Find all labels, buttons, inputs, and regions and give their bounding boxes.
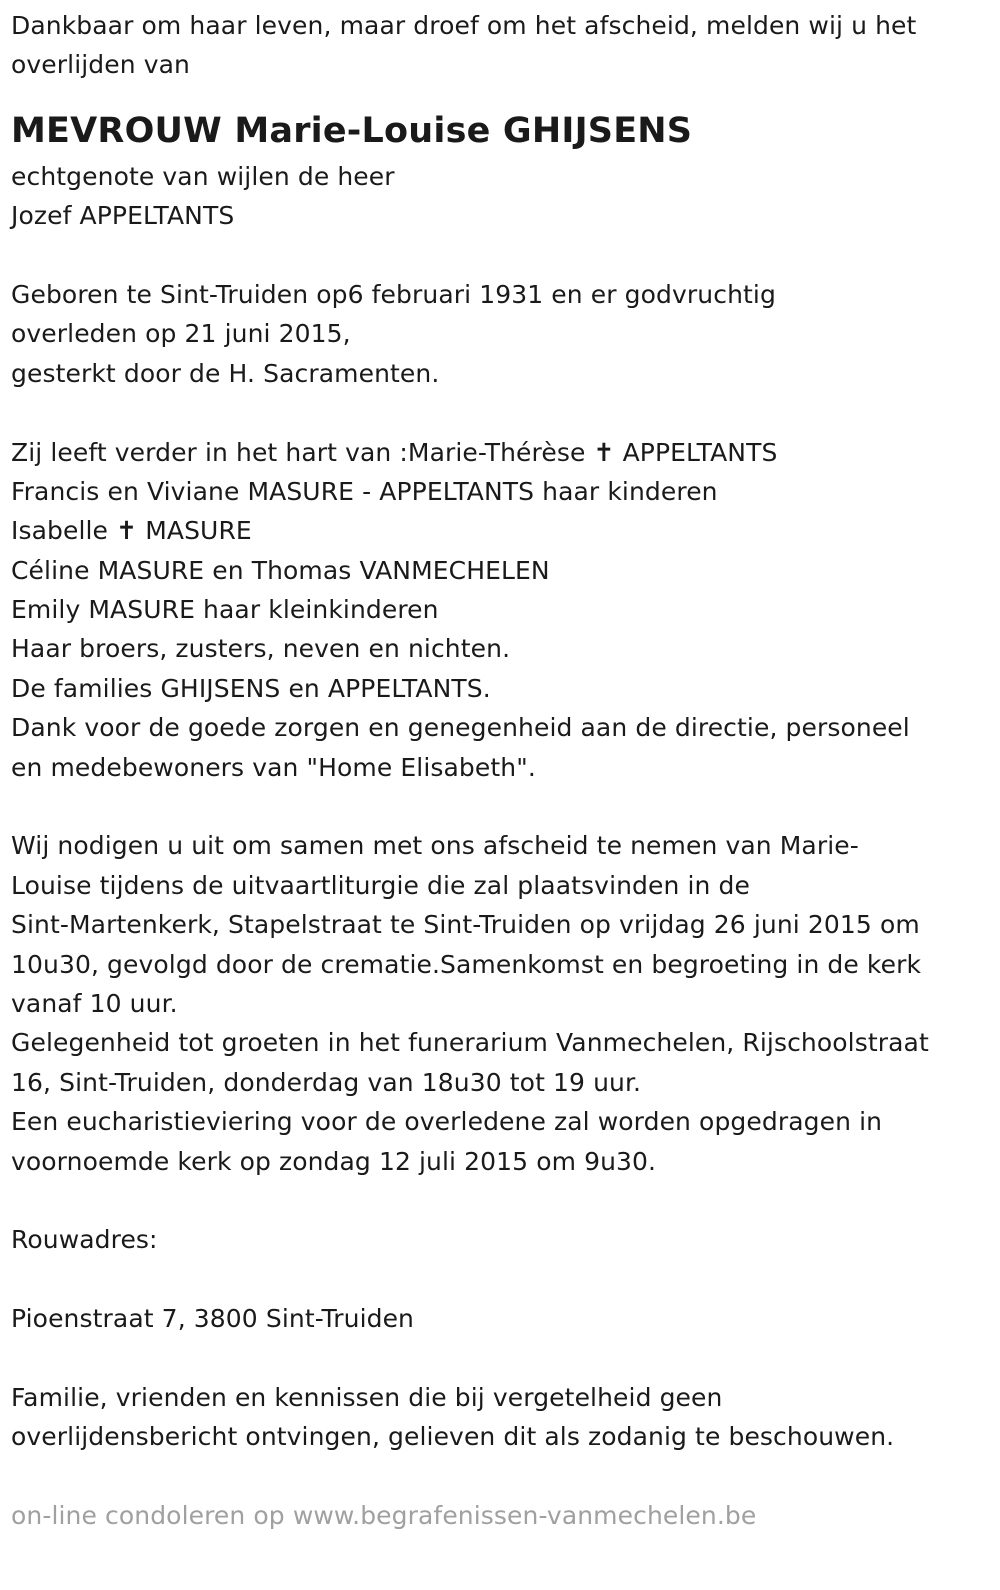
cross-icon: ✝ xyxy=(116,516,138,546)
family-line-7: De families GHIJSENS en APPELTANTS. xyxy=(11,673,491,703)
birth-line-1: Geboren te Sint-Truiden op6 februari 1931 en er godvruchtig xyxy=(11,279,776,309)
spacer xyxy=(11,1260,986,1299)
family-line-9: en medebewoners van "Home Elisabeth". xyxy=(11,752,536,782)
ceremony-line-2: Louise tijdens de uitvaartliturgie die zal plaatsvinden in de xyxy=(11,870,750,900)
ceremony-line-4: 10u30, gevolgd door de crematie.Samenkomst en begroeting in de kerk xyxy=(11,949,922,979)
family-line-3-surname: MASURE xyxy=(137,516,252,546)
birth-line-3: gesterkt door de H. Sacramenten. xyxy=(11,358,440,388)
family-line-2: Francis en Viviane MASURE - APPELTANTS haar kinderen xyxy=(11,476,718,506)
ceremony-line-1: Wij nodigen u uit om samen met ons afscheid te nemen van Marie- xyxy=(11,831,859,861)
spacer xyxy=(11,393,986,432)
family-line-8: Dank voor de goede zorgen en genegenheid aan de directie, personeel xyxy=(11,713,910,743)
address-label: Rouwadres: xyxy=(11,1225,158,1255)
ceremony-line-3: Sint-Martenkerk, Stapelstraat te Sint-Truiden op vrijdag 26 juni 2015 om xyxy=(11,910,920,940)
spacer xyxy=(11,787,986,826)
spacer xyxy=(11,1181,986,1220)
family-line-6: Haar broers, zusters, neven en nichten. xyxy=(11,634,511,664)
spacer xyxy=(11,1339,986,1378)
spacer xyxy=(11,236,986,275)
family-line-5: Emily MASURE haar kleinkinderen xyxy=(11,595,439,625)
family-line-4: Céline MASURE en Thomas VANMECHELEN xyxy=(11,555,550,585)
ceremony-line-5: vanaf 10 uur. xyxy=(11,988,178,1018)
birth-line-2: overleden op 21 juni 2015, xyxy=(11,319,351,349)
notice-line-2: overlijdensbericht ontvingen, gelieven dit als zodanig te beschouwen. xyxy=(11,1422,895,1452)
ceremony-line-7: 16, Sint-Truiden, donderdag van 18u30 tot 19 uur. xyxy=(11,1067,642,1097)
family-line-3-text: Isabelle xyxy=(11,516,117,546)
intro-line-2: overlijden van xyxy=(11,50,190,80)
condolence-footer: on-line condoleren op www.begrafenissen-vanmechelen.be xyxy=(11,1501,757,1531)
family-line-1-text: Zij leeft verder in het hart van :Marie-Thérèse xyxy=(11,437,594,467)
deceased-name: MEVROUW Marie-Louise GHIJSENS xyxy=(11,110,693,151)
spacer xyxy=(11,1457,986,1496)
intro-line-1: Dankbaar om haar leven, maar droef om het afscheid, melden wij u het xyxy=(11,11,917,40)
cross-icon: ✝ xyxy=(593,437,615,467)
obituary-document xyxy=(11,6,986,1535)
notice-line-1: Familie, vrienden en kennissen die bij vergetelheid geen xyxy=(11,1382,723,1412)
family-line-3 xyxy=(11,511,986,550)
spouse-line-1: echtgenote van wijlen de heer xyxy=(11,161,395,191)
spouse-line-2: Jozef APPELTANTS xyxy=(11,201,235,231)
ceremony-line-6: Gelegenheid tot groeten in het funerarium Vanmechelen, Rijschoolstraat xyxy=(11,1028,929,1058)
ceremony-line-8: Een eucharistieviering voor de overledene zal worden opgedragen in xyxy=(11,1107,883,1137)
family-line-1 xyxy=(11,433,986,472)
ceremony-line-9: voornoemde kerk op zondag 12 juli 2015 om 9u30. xyxy=(11,1146,657,1176)
family-line-1-surname: APPELTANTS xyxy=(614,437,778,467)
address-value: Pioenstraat 7, 3800 Sint-Truiden xyxy=(11,1304,415,1334)
